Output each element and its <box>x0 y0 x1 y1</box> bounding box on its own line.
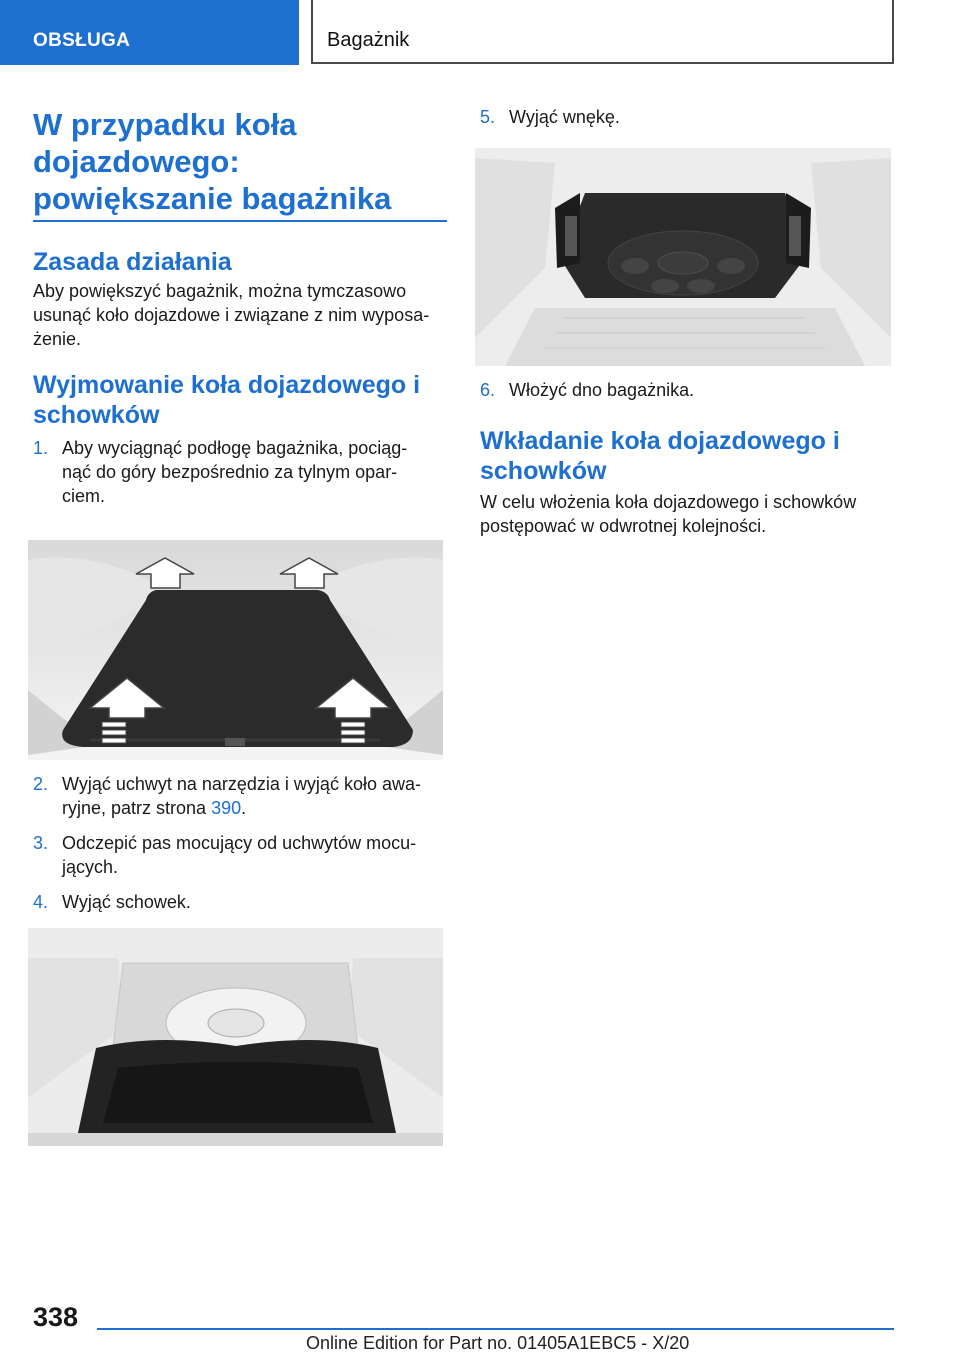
footer-rule <box>97 1328 894 1330</box>
step-1 <box>33 436 447 508</box>
text-line: żenie. <box>33 328 82 349</box>
section-tab <box>0 0 299 65</box>
spare-wheel-well-image <box>475 148 891 366</box>
text-line: postępować w odwrotnej kolejności. <box>480 516 767 536</box>
text-line: Aby powiększyć bagażnik, można tymczasowo <box>33 280 407 301</box>
text-fragment: . <box>241 798 247 818</box>
section-title: OBSŁUGA <box>33 30 131 51</box>
page-reference-link[interactable]: 390 <box>211 798 242 818</box>
heading-line: schowków <box>480 457 607 485</box>
right-column-top <box>480 105 894 129</box>
edition-info: Online Edition for Part no. 01405A1EBC5 - X/20 <box>306 1333 690 1353</box>
text-line: Włożyć dno bagażnika. <box>509 380 695 400</box>
right-column-bottom <box>480 378 894 538</box>
text-line: Aby wyciągnąć podłogę bagażnika, pociąg- <box>62 437 408 458</box>
title-line: dojazdowego: <box>33 144 240 179</box>
title-line: W przypadku koła <box>33 107 297 142</box>
step-number: 4. <box>33 892 49 912</box>
text-line: jących. <box>62 857 119 877</box>
text-line: W celu włożenia koła dojazdowego i schowków <box>480 492 857 512</box>
text-line: Wyjąć uchwyt na narzędzia i wyjąć koło awa- <box>62 774 421 794</box>
step-2 <box>33 772 447 820</box>
step-4 <box>33 890 447 914</box>
chapter-box <box>311 0 894 64</box>
step-number: 3. <box>33 833 49 853</box>
text-line: Wyjąć schowek. <box>62 892 191 912</box>
insert-heading <box>480 426 894 486</box>
principle-text <box>33 279 447 351</box>
principle-heading: Zasada działania <box>33 247 232 276</box>
text-line: usunąć koło dojazdowe i związane z nim wyposa- <box>33 304 430 325</box>
heading-line: schowków <box>33 400 160 429</box>
page-number: 338 <box>33 1302 79 1332</box>
left-steps <box>33 772 447 914</box>
text-fragment: ryjne, patrz strona <box>62 798 212 818</box>
step-6 <box>480 378 894 402</box>
text-line: Odczepić pas mocujący od uchwytów mocu- <box>62 833 417 853</box>
storage-compartment-image <box>28 928 443 1146</box>
step-5 <box>480 105 894 129</box>
heading-line: Wyjmowanie koła dojazdowego i <box>33 370 421 399</box>
page-title <box>33 106 447 217</box>
step-number: 2. <box>33 774 49 794</box>
insert-text <box>480 490 894 538</box>
trunk-floor-image <box>28 540 443 760</box>
text-line: nąć do góry bezpośrednio za tylnym opar- <box>62 461 398 482</box>
title-rule <box>33 220 447 222</box>
title-line: powiększanie bagażnika <box>33 181 392 216</box>
step-number: 1. <box>33 437 49 458</box>
left-column <box>33 106 447 508</box>
heading-line: Wkładanie koła dojazdowego i <box>480 427 840 455</box>
text-line: Wyjąć wnękę. <box>509 107 620 127</box>
removal-heading <box>33 370 447 430</box>
chapter-title: Bagażnik <box>327 29 410 51</box>
step-3 <box>33 831 447 879</box>
text-line <box>62 796 447 820</box>
text-line: ciem. <box>62 485 106 506</box>
step-number: 6. <box>480 380 496 400</box>
step-number: 5. <box>480 107 496 127</box>
